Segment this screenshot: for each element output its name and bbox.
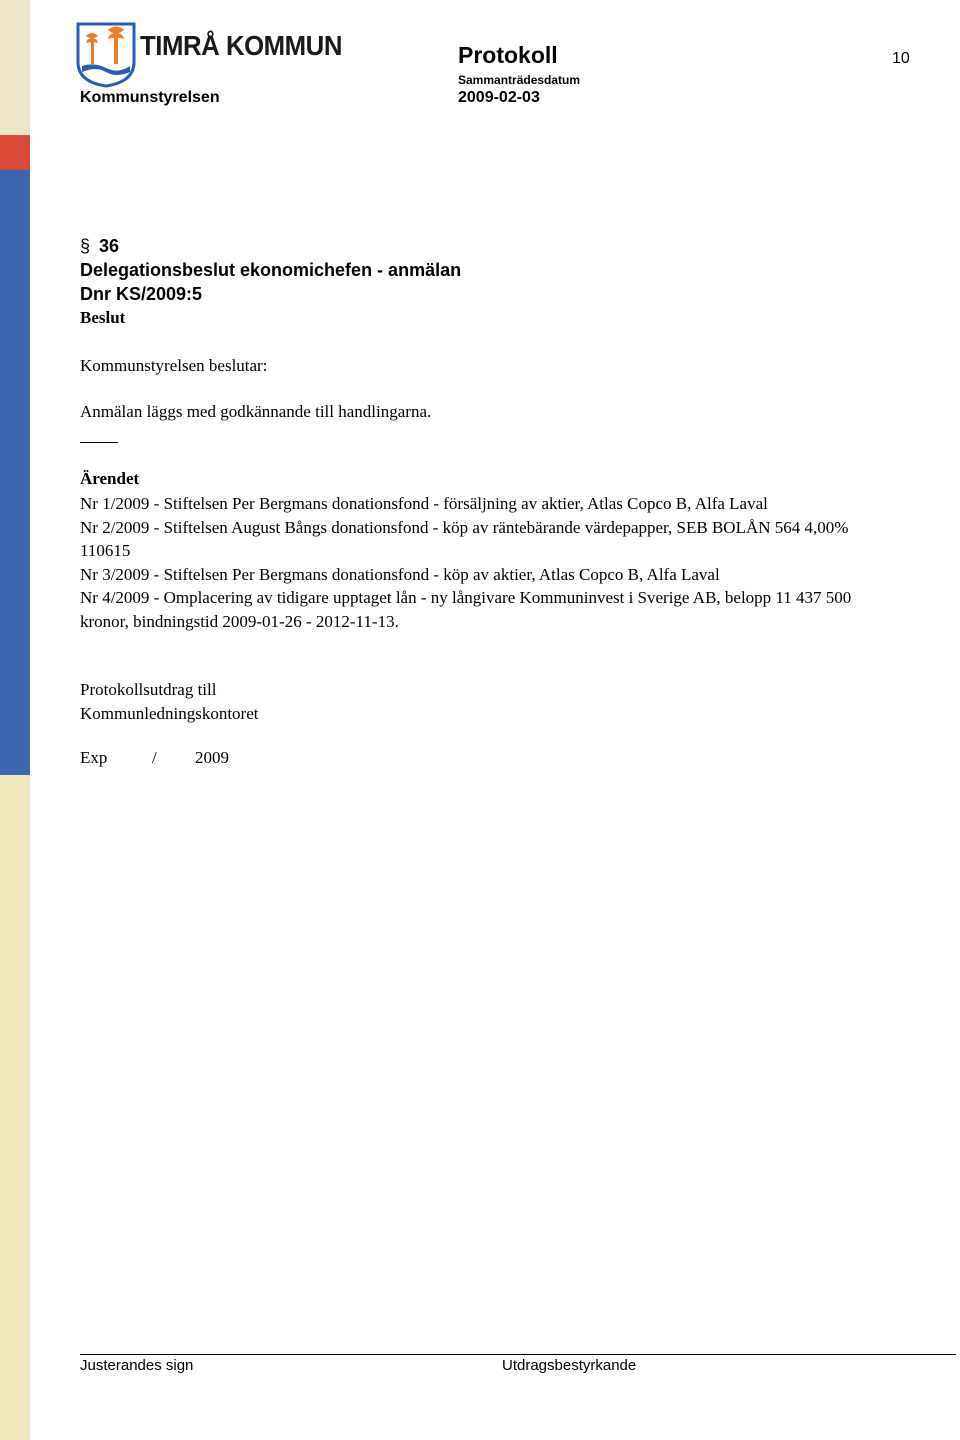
strip-segment-bottom — [0, 775, 30, 1440]
footer-certification-label: Utdragsbestyrkande — [502, 1357, 637, 1374]
strip-segment-top — [0, 0, 30, 135]
diary-number: Dnr KS/2009:5 — [80, 284, 203, 304]
beslut-heading: Beslut — [80, 308, 126, 327]
section-number-value: 36 — [99, 236, 120, 256]
arendet-item: Nr 1/2009 - Stiftelsen Per Bergmans donationsfond - försäljning av aktier, Atlas Copco B, Alfa Laval — [80, 494, 768, 513]
section-number — [80, 236, 119, 257]
brand-wordmark: TIMRÅ KOMMUN — [140, 30, 342, 61]
left-color-strip — [0, 0, 30, 1440]
extract-recipient: Kommunledningskontoret — [80, 703, 259, 723]
meeting-date: 2009-02-03 — [458, 89, 540, 106]
arendet-item: Nr 2/2009 - Stiftelsen August Bångs donationsfond - köp av räntebärande värdepapper, SEB BOLÅN 564 4,00% 110615 — [80, 517, 849, 560]
arendet-heading: Ärendet — [80, 469, 140, 488]
organization-name: Kommunstyrelsen — [80, 89, 220, 106]
strip-segment-blue — [0, 170, 30, 775]
footer-signature-label: Justerandes sign — [80, 1357, 194, 1374]
document-title: Protokoll — [458, 42, 558, 68]
paragraph-symbol: § — [80, 236, 91, 256]
exp-label: Exp — [80, 748, 108, 767]
decides-intro: Kommunstyrelsen beslutar: — [80, 356, 268, 375]
protocol-extract — [80, 678, 258, 725]
decision-text: Anmälan läggs med godkännande till handlingarna. — [80, 402, 432, 421]
meeting-date-label: Sammanträdesdatum — [458, 73, 581, 87]
arendet-item: Nr 3/2009 - Stiftelsen Per Bergmans donationsfond - köp av aktier, Atlas Copco B, Alfa Laval — [80, 564, 720, 584]
strip-segment-red — [0, 135, 30, 170]
section-title: Delegationsbeslut ekonomichefen - anmälan — [80, 260, 462, 280]
arendet-list — [80, 492, 855, 633]
page-number: 10 — [892, 50, 910, 67]
footer-rule — [80, 1354, 956, 1355]
exp-year: 2009 — [195, 748, 229, 767]
exp-separator: / — [152, 748, 157, 767]
separator-rule — [80, 442, 118, 443]
expedition-line — [80, 746, 229, 770]
extract-label: Protokollsutdrag till — [80, 680, 217, 699]
arendet-item: Nr 4/2009 - Omplacering av tidigare upptaget lån - ny långivare Kommuninvest i Sverige AB, belopp 11 437 500 kronor, bindningstid 2009-01-26 - 2012-11-13. — [80, 588, 852, 631]
